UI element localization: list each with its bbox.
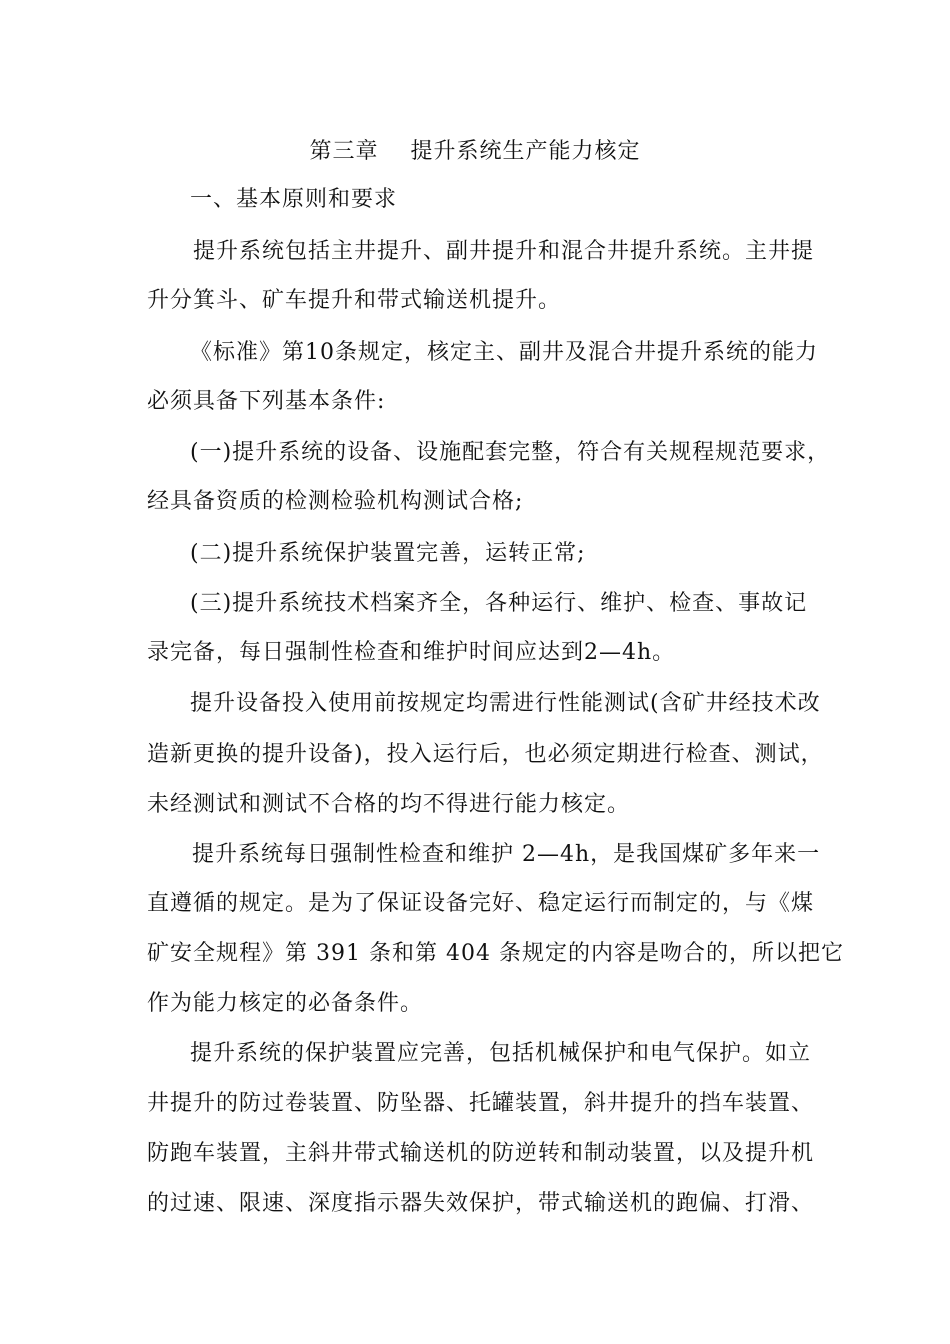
- paragraph-6-line-1: 提升设备投入使用前按规定均需进行性能测试(含矿井经技术改: [190, 691, 821, 716]
- paragraph-7-line-3: 矿安全规程》第 391 条和第 404 条规定的内容是吻合的，所以把它: [147, 941, 844, 966]
- paragraph-6-line-2: 造新更换的提升设备)，投入运行后，也必须定期进行检查、测试，: [147, 742, 824, 767]
- paragraph-2-line-1: 《标准》第10条规定，核定主、副井及混合井提升系统的能力: [190, 340, 818, 365]
- paragraph-3-line-1: (一)提升系统的设备、设施配套完整，符合有关规程规范要求，: [190, 440, 831, 465]
- paragraph-5-line-1: (三)提升系统技术档案齐全，各种运行、维护、检查、事故记: [190, 591, 808, 616]
- paragraph-5-line-2: 录完备，每日强制性检查和维护时间应达到2—4h。: [147, 640, 676, 665]
- paragraph-8-line-2: 井提升的防过卷装置、防坠器、托罐装置，斜井提升的挡车装置、: [147, 1091, 815, 1116]
- paragraph-1-line-1: 提升系统包括主井提升、副井提升和混合井提升系统。主井提: [193, 239, 815, 264]
- paragraph-7-line-2: 直遵循的规定。是为了保证设备完好、稳定运行而制定的，与《煤: [147, 891, 815, 916]
- paragraph-3-line-2: 经具备资质的检测检验机构测试合格;: [147, 489, 524, 514]
- section-heading: 一、基本原则和要求: [190, 187, 398, 212]
- paragraph-6-line-3: 未经测试和测试不合格的均不得进行能力核定。: [147, 792, 631, 817]
- paragraph-4-line-1: (二)提升系统保护装置完善，运转正常;: [190, 541, 586, 566]
- paragraph-1-line-2: 升分箕斗、矿车提升和带式输送机提升。: [147, 288, 562, 313]
- paragraph-7-line-4: 作为能力核定的必备条件。: [147, 991, 424, 1016]
- paragraph-8-line-4: 的过速、限速、深度指示器失效保护，带式输送机的跑偏、打滑、: [147, 1191, 815, 1216]
- paragraph-8-line-3: 防跑车装置，主斜井带式输送机的防逆转和制动装置，以及提升机: [147, 1141, 815, 1166]
- chapter-title: 第三章 提升系统生产能力核定: [309, 139, 641, 164]
- paragraph-7-line-1: 提升系统每日强制性检查和维护 2—4h，是我国煤矿多年来一: [192, 842, 821, 867]
- paragraph-8-line-1: 提升系统的保护装置应完善，包括机械保护和电气保护。如立: [190, 1041, 812, 1066]
- paragraph-2-line-2: 必须具备下列基本条件:: [147, 389, 386, 414]
